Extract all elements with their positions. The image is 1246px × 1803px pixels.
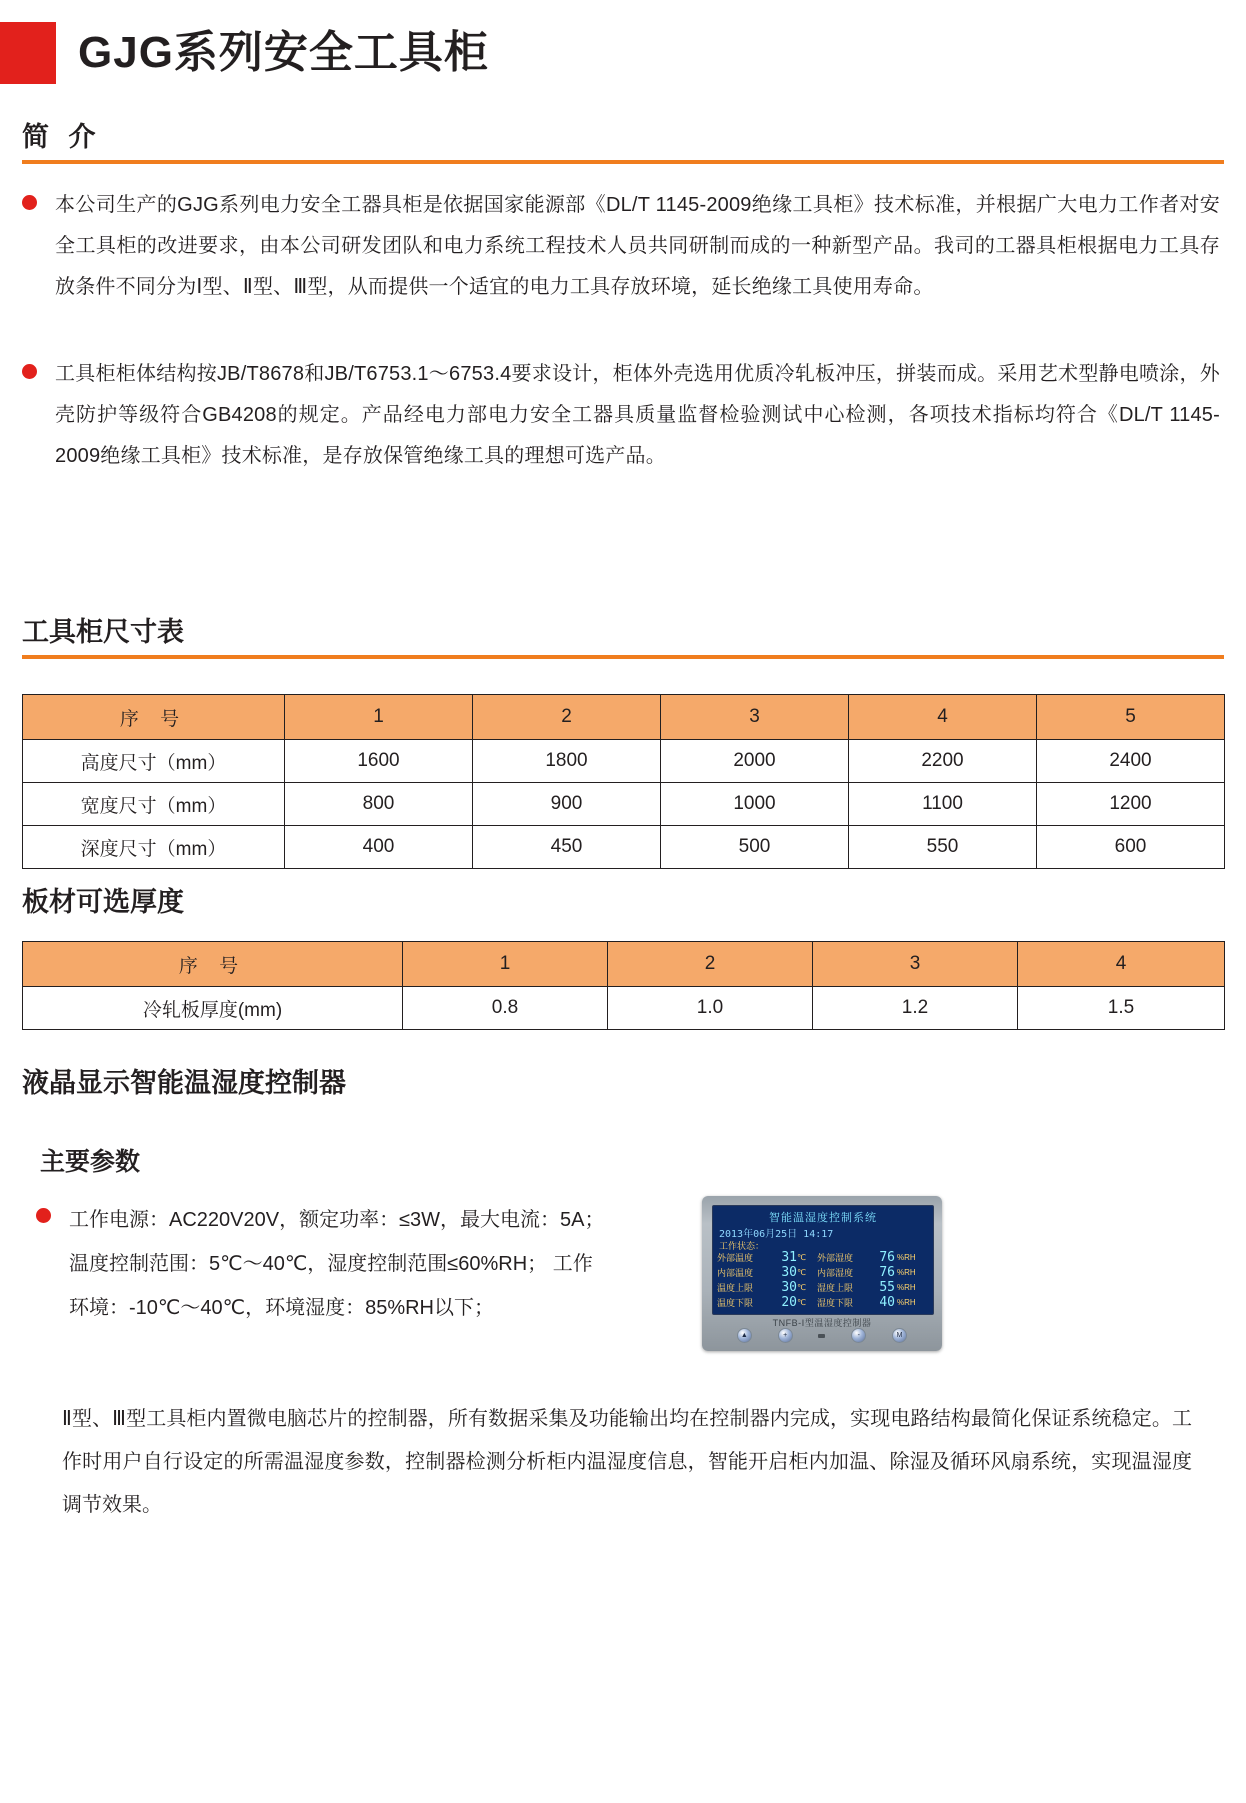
size-height-4: 2200: [849, 740, 1037, 783]
size-row-label-height: 高度尺寸（mm）: [23, 740, 285, 783]
size-height-5: 2400: [1037, 740, 1225, 783]
size-depth-1: 400: [285, 826, 473, 869]
thickness-table-header-row: [23, 942, 1225, 987]
lcd-label-int-hum: 内部湿度: [817, 1268, 854, 1278]
size-depth-4: 550: [849, 826, 1037, 869]
lcd-unit-int-temp: ℃: [797, 1268, 806, 1277]
intro-bullet-1-text: 本公司生产的GJG系列电力安全工器具柜是依据国家能源部《DL/T 1145-2009绝缘工具柜》技术标准，并根据广大电力工作者对安全工具柜的改进要求，由本公司研发团队和电力系统工程技术人员共同研制而成的一种新型产品。我司的工器具柜根据电力工具存放条件不同分为Ⅰ型、Ⅱ型、Ⅲ型，从而提供一个适宜的电力工具存放环境，延长绝缘工具使用寿命。: [55, 194, 1220, 298]
size-table-col-3: 3: [661, 695, 849, 740]
lcd-title: 智能温湿度控制系统: [769, 1212, 877, 1224]
lcd-unit-hum-lower: %RH: [897, 1298, 916, 1307]
page-header: [0, 22, 1246, 84]
controller-params-heading: [40, 1145, 140, 1185]
lcd-unit-temp-lower: ℃: [797, 1298, 806, 1307]
thickness-table-header-label: 序 号: [23, 942, 403, 987]
lcd-value-temp-upper: 30: [781, 1280, 797, 1295]
device-lcd-screen: [712, 1205, 934, 1315]
size-row-label-width: 宽度尺寸（mm）: [23, 783, 285, 826]
device-button-minus[interactable]: -: [851, 1328, 866, 1343]
thickness-row-label: 冷轧板厚度(mm): [23, 987, 403, 1030]
lcd-value-int-hum: 76: [879, 1265, 895, 1280]
lcd-unit-int-hum: %RH: [897, 1268, 916, 1277]
size-width-1: 800: [285, 783, 473, 826]
thickness-col-2: 2: [608, 942, 813, 987]
device-button-mode[interactable]: M: [892, 1328, 907, 1343]
bullet-dot-icon: [22, 364, 37, 379]
size-table-col-5: 5: [1037, 695, 1225, 740]
lcd-value-ext-temp: 31: [781, 1250, 797, 1265]
thickness-heading: [22, 885, 184, 925]
thickness-table: [22, 941, 1225, 1030]
table-row: [23, 987, 1225, 1030]
size-height-1: 1600: [285, 740, 473, 783]
page-title: GJG系列安全工具柜: [78, 28, 489, 77]
size-width-3: 1000: [661, 783, 849, 826]
device-led-indicator: [818, 1334, 825, 1338]
lcd-value-int-temp: 30: [781, 1265, 797, 1280]
lcd-label-temp-lower: 温度下限: [717, 1298, 754, 1308]
table-row: [23, 740, 1225, 783]
device-button-up[interactable]: ▲: [737, 1328, 752, 1343]
table-row: [23, 826, 1225, 869]
size-width-5: 1200: [1037, 783, 1225, 826]
size-table-col-1: 1: [285, 695, 473, 740]
size-table-header-row: [23, 695, 1225, 740]
intro-bullet-2-text: 工具柜柜体结构按JB/T8678和JB/T6753.1～6753.4要求设计，柜体外壳选用优质冷轧板冲压，拼装而成。采用艺术型静电喷涂，外壳防护等级符合GB4208的规定。产品经电力部电力安全工器具质量监督检验测试中心检测，各项技术指标均符合《DL/T 1145-2009绝缘工具柜》技术标准，是存放保管绝缘工具的理想可选产品。: [55, 363, 1220, 467]
size-depth-3: 500: [661, 826, 849, 869]
lcd-datetime: 2013年06月25日 14:17: [719, 1229, 834, 1240]
device-button-row: [702, 1328, 942, 1343]
size-table-col-4: 4: [849, 695, 1037, 740]
table-row: [23, 783, 1225, 826]
intro-heading-text: 简 介: [22, 122, 102, 152]
controller-heading: [22, 1066, 346, 1106]
controller-param-bullet: [36, 1198, 609, 1330]
bullet-dot-icon: [22, 195, 37, 210]
size-table: [22, 694, 1225, 869]
thickness-value-1: 0.8: [403, 987, 608, 1030]
thickness-value-2: 1.0: [608, 987, 813, 1030]
size-width-4: 1100: [849, 783, 1037, 826]
size-height-3: 2000: [661, 740, 849, 783]
lcd-unit-ext-hum: %RH: [897, 1253, 916, 1262]
intro-heading-rule: [22, 160, 1224, 164]
lcd-work-state: 工作状态：: [719, 1241, 765, 1251]
lcd-label-hum-lower: 湿度下限: [817, 1298, 854, 1308]
size-table-heading-rule: [22, 655, 1224, 659]
thickness-col-3: 3: [813, 942, 1018, 987]
lcd-value-hum-upper: 55: [879, 1280, 895, 1295]
lcd-row: [717, 1295, 929, 1310]
device-button-plus[interactable]: +: [778, 1328, 793, 1343]
lcd-row: [717, 1280, 929, 1295]
size-width-2: 900: [473, 783, 661, 826]
lcd-value-temp-lower: 20: [781, 1295, 797, 1310]
controller-param-text: 工作电源：AC220V20V，额定功率：≤3W，最大电流：5A；温度控制范围：5℃～40℃，湿度控制范围≤60%RH； 工作环境：-10℃～40℃，环境湿度：85%RH以下；: [69, 1209, 605, 1319]
thickness-col-1: 1: [403, 942, 608, 987]
size-table-header-label: 序 号: [23, 695, 285, 740]
lcd-label-ext-temp: 外部温度: [717, 1253, 754, 1263]
lcd-unit-hum-upper: %RH: [897, 1283, 916, 1292]
lcd-label-ext-hum: 外部湿度: [817, 1253, 854, 1263]
lcd-label-hum-upper: 湿度上限: [817, 1283, 854, 1293]
lcd-row: [717, 1265, 929, 1280]
thickness-col-4: 4: [1018, 942, 1225, 987]
lcd-unit-temp-upper: ℃: [797, 1283, 806, 1292]
footer-paragraph: Ⅱ型、Ⅲ型工具柜内置微电脑芯片的控制器，所有数据采集及功能输出均在控制器内完成，实现电路结构最简化保证系统稳定。工作时用户自行设定的所需温湿度参数，控制器检测分析柜内温湿度信息，智能开启柜内加温、除湿及循环风扇系统，实现温湿度调节效果。: [62, 1408, 1192, 1516]
thickness-value-4: 1.5: [1018, 987, 1225, 1030]
size-table-col-2: 2: [473, 695, 661, 740]
intro-bullet-1: [22, 185, 1224, 308]
size-table-heading-text: 工具柜尺寸表: [22, 617, 184, 647]
size-depth-2: 450: [473, 826, 661, 869]
controller-device-image: [702, 1196, 942, 1351]
bullet-dot-icon: [36, 1208, 51, 1223]
intro-bullet-2: [22, 354, 1224, 477]
size-height-2: 1800: [473, 740, 661, 783]
lcd-label-temp-upper: 温度上限: [717, 1283, 754, 1293]
controller-params-heading-text: 主要参数: [40, 1148, 141, 1176]
size-depth-5: 600: [1037, 826, 1225, 869]
lcd-value-hum-lower: 40: [879, 1295, 895, 1310]
lcd-row: [717, 1250, 929, 1265]
lcd-unit-ext-temp: ℃: [797, 1253, 806, 1262]
thickness-value-3: 1.2: [813, 987, 1018, 1030]
size-table-section-heading: [22, 615, 1224, 659]
thickness-heading-text: 板材可选厚度: [22, 887, 184, 917]
lcd-readings: [717, 1250, 929, 1310]
intro-section-heading: [22, 120, 1224, 164]
controller-heading-text: 液晶显示智能温湿度控制器: [22, 1068, 346, 1098]
size-row-label-depth: 深度尺寸（mm）: [23, 826, 285, 869]
device-model-label: TNFB-Ⅰ型温湿度控制器: [772, 1318, 872, 1328]
lcd-value-ext-hum: 76: [879, 1250, 895, 1265]
lcd-label-int-temp: 内部温度: [717, 1268, 754, 1278]
